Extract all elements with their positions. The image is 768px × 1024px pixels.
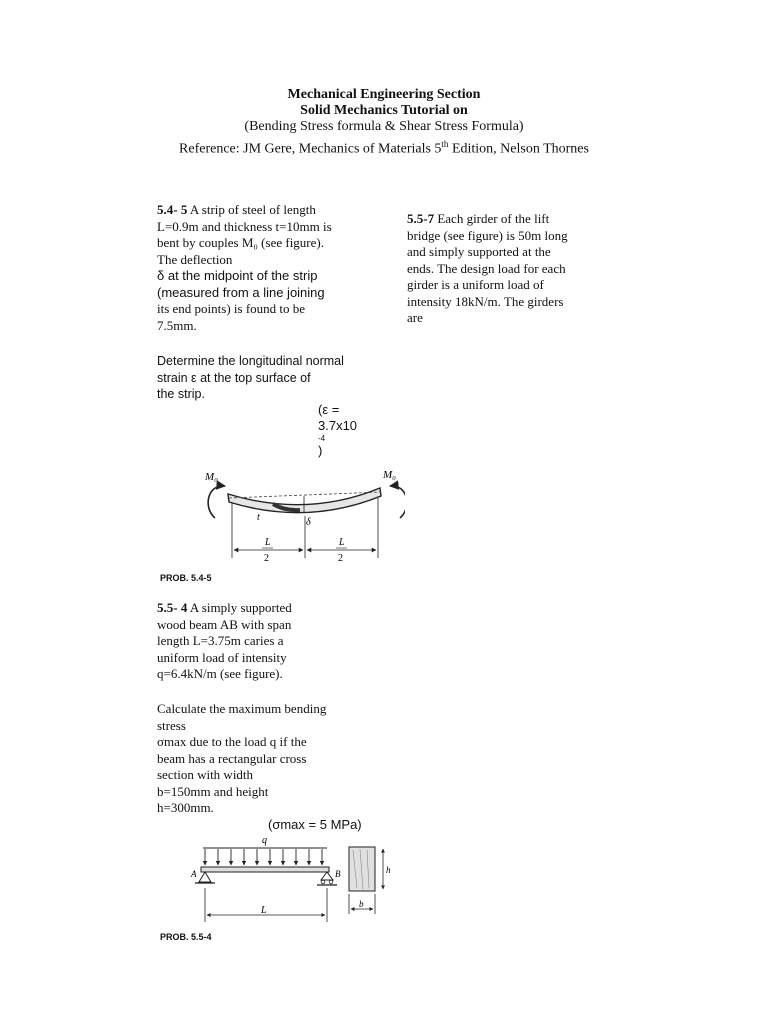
support-a-label: A [191,869,197,879]
problem-5-5-4-question [157,701,387,817]
problem-line: q=6.4kN/m (see figure). [157,666,283,681]
header-subtitle: Solid Mechanics Tutorial on [300,103,468,118]
reference-edition: Edition, Nelson Thornes [448,141,589,157]
problem-5-5-4-answer: (σmax = 5 MPa) [268,817,362,832]
roller-wheel [321,880,325,884]
question-line: σmax due to the load q if the [157,734,307,749]
header-reference [0,136,768,158]
problem-line: δ at the midpoint of the strip [157,268,318,283]
load-arrows [205,849,322,865]
figure-5-4-5-caption: PROB. 5.4-5 [160,573,212,583]
question-line: beam has a rectangular cross [157,750,307,766]
problem-5-4-5-text [157,202,387,334]
figure-simply-supported-beam [155,832,405,932]
load-q-label: q [262,835,267,846]
problem-line: bent by couples M₀ (see figure). [157,235,324,250]
problem-line: and simply supported at the [407,244,551,259]
problem-line: its end points) is found to be [157,301,306,316]
problem-line: wood beam AB with span [157,616,292,632]
steel-strip [228,488,381,513]
problem-5-4-5-question [157,353,387,403]
answer-line: (ε = [318,402,340,417]
answer-line: 3.7x10 [318,418,358,433]
problem-line: Each girder of the lift [437,211,550,226]
span-label: L [261,905,267,916]
m0-right-label: M₀ [383,469,396,481]
answer-exponent: -4 [318,434,326,443]
delta-label: δ [306,517,311,528]
moment-arrow-right [390,486,405,518]
problem-5-5-7-line [407,211,627,228]
figure-5-5-4-caption: PROB. 5.5-4 [160,932,212,942]
question-line: the strip. [157,387,205,401]
problem-line: girder is a uniform load of [407,277,544,292]
wood-beam [201,867,329,872]
dim-left-numerator: L [265,537,271,548]
problem-line: (measured from a line joining [157,284,325,300]
problem-line: ends. The design load for each [407,260,566,276]
problem-line: uniform load of intensity [157,649,287,665]
cross-section [349,847,375,891]
problem-line: are [407,310,423,325]
problem-line: intensity 18kN/m. The girders [407,293,564,309]
roller-support-b [321,872,333,880]
reference-superscript: th [441,139,449,149]
question-line: b=150mm and height [157,783,269,799]
question-line: Determine the longitudinal normal [157,354,344,368]
height-label: h [386,865,391,875]
question-line: h=300mm. [157,800,214,815]
reference-text: Reference: JM Gere, Mechanics of Materials 5 [179,141,442,157]
problem-5-4-5-line [157,202,387,219]
problem-line: The deflection [157,251,233,267]
question-line: strain ε at the top surface of [157,370,311,385]
problem-5-5-7-text [407,211,627,327]
problem-line: L=0.9m and thickness t=10mm is [157,218,332,234]
moment-arrow-left [208,486,225,518]
dim-left-denominator: 2 [264,553,269,564]
m0-left-label: M₀ [205,471,218,483]
header-title: Mechanical Engineering Section [287,87,481,102]
dim-right-denominator: 2 [338,553,343,564]
header-topic: (Bending Stress formula & Shear Stress Formula) [244,119,524,134]
answer-line: ) [318,443,323,458]
problem-line: length L=3.75m caries a [157,633,284,648]
question-line: Calculate the maximum bending [157,701,327,716]
problem-number: 5.5- 4 [157,600,188,615]
problem-line: A strip of steel of length [189,202,316,217]
question-line: stress [157,717,186,733]
problem-5-5-4-text [157,600,387,683]
problem-line: A simply supported [189,600,292,615]
pin-support-a [199,872,211,882]
problem-line: 7.5mm. [157,317,197,333]
problem-5-4-5-answer [318,402,357,459]
support-b-label: B [335,869,341,879]
width-label: b [359,899,364,909]
figure-bent-strip [155,458,405,588]
problem-number: 5.5-7 [407,211,435,226]
roller-wheel [329,880,333,884]
question-line: section with width [157,767,254,782]
thickness-label: t [257,512,260,523]
dim-right-numerator: L [339,537,345,548]
problem-5-5-4-line [157,600,387,617]
problem-number: 5.4- 5 [157,202,188,217]
problem-line: bridge (see figure) is 50m long [407,227,568,243]
